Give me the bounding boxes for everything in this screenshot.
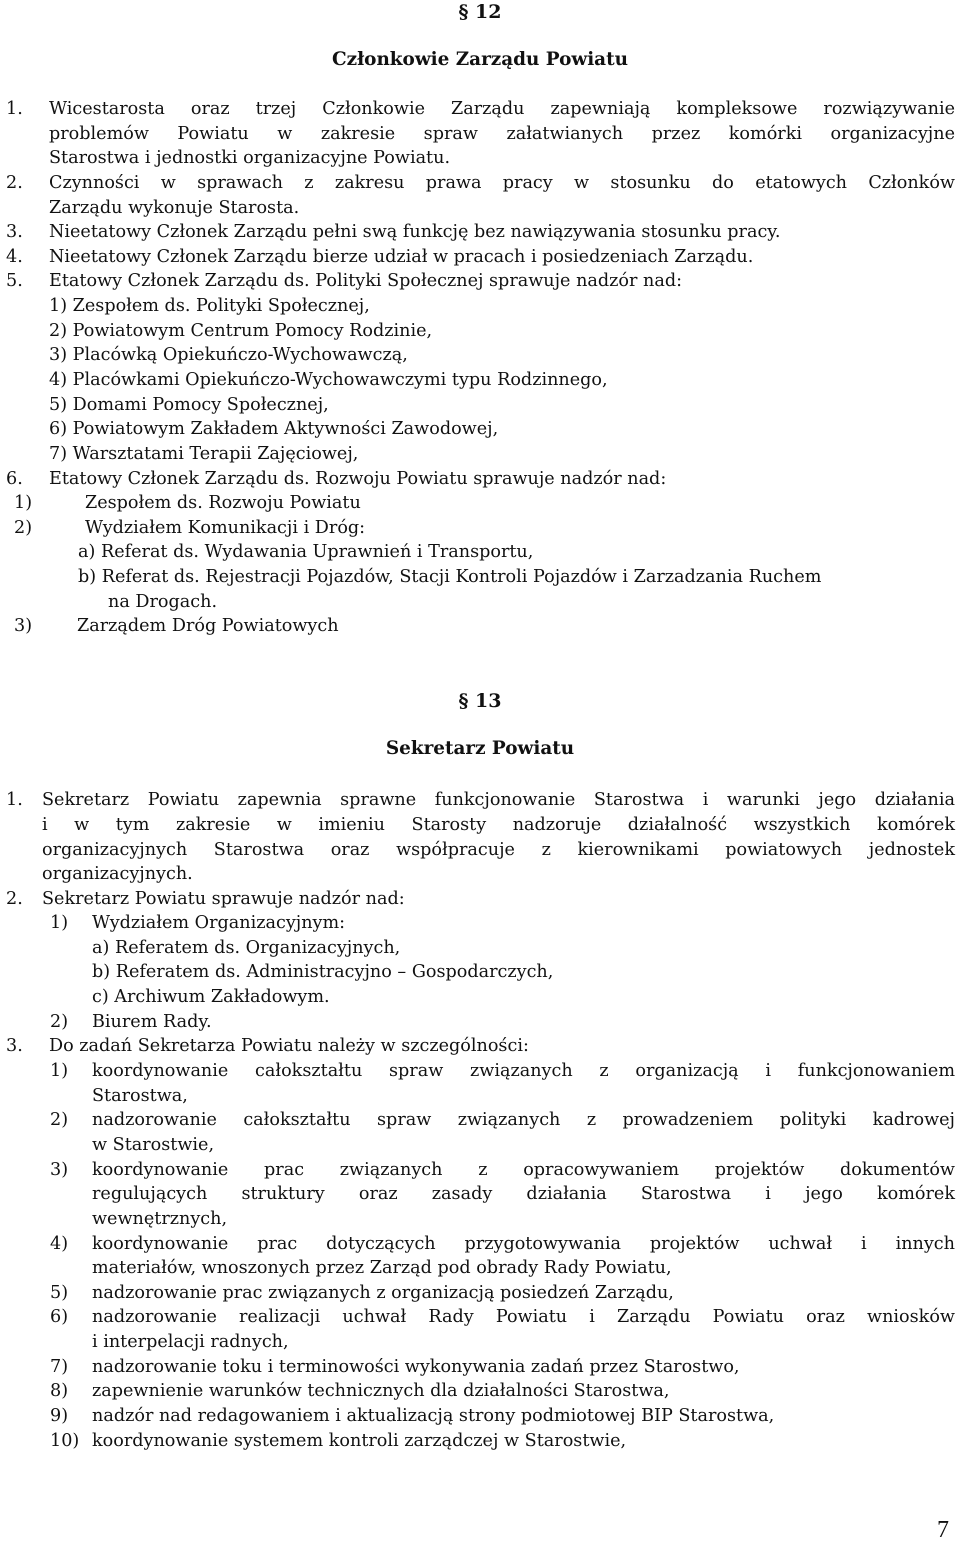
s12-item-5-sub-3: 3) Placówką Opiekuńczo-Wychowawczą, [49, 345, 408, 365]
s12-item-5-text: Etatowy Członek Zarządu ds. Polityki Społecznej sprawuje nadzór nad: [49, 271, 683, 291]
s13-item-1-line-3: organizacyjnych Starostwa oraz współpracuje z kierownikami powiatowych jednostek [42, 840, 955, 860]
s12-item-6-text: Etatowy Członek Zarządu ds. Rozwoju Powiatu sprawuje nadzór nad: [49, 469, 667, 489]
s12-item-1-line-1: Wicestarosta oraz trzej Członkowie Zarządu zapewniają kompleksowe rozwiązywanie [49, 99, 955, 119]
section-12-number: § 12 [458, 1, 502, 23]
s13-item-2-text: Sekretarz Powiatu sprawuje nadzór nad: [42, 889, 405, 909]
task-line: koordynowanie prac związanych z opracowywaniem projektów dokumentów [92, 1160, 955, 1180]
s12-item-6-sub-1-text: Zespołem ds. Rozwoju Powiatu [85, 493, 361, 513]
task-line: koordynowanie prac dotyczących przygotowywania projektów uchwał i innych [92, 1234, 955, 1254]
s12-item-6-number: 6. [6, 469, 23, 489]
task-number: 10) [50, 1431, 80, 1451]
s12-item-4-number: 4. [6, 247, 23, 267]
task-line: i interpelacji radnych, [92, 1332, 289, 1352]
s12-item-6-sub-2-number: 2) [14, 518, 33, 538]
task-number: 8) [50, 1381, 69, 1401]
task-number: 5) [50, 1283, 69, 1303]
s13-item-2-sub-1c: c) Archiwum Zakładowym. [92, 987, 330, 1007]
section-13-number: § 13 [458, 690, 502, 712]
s13-item-1-line-2: i w tym zakresie w imieniu Starosty nadzoruje działalność wszystkich komórek [42, 815, 955, 835]
s13-item-2-sub-1b: b) Referatem ds. Administracyjno – Gospodarczych, [92, 962, 554, 982]
task-number: 2) [50, 1110, 69, 1130]
s12-item-2-line-2: Zarządu wykonuje Starosta. [49, 198, 300, 218]
s13-item-1-line-4: organizacyjnych. [42, 864, 193, 884]
s12-item-6-sub-3-number: 3) [14, 616, 33, 636]
s12-item-2-line-1: Czynności w sprawach z zakresu prawa pracy w stosunku do etatowych Członków [49, 173, 955, 193]
s12-item-1-number: 1. [6, 99, 23, 119]
task-line: wewnętrznych, [92, 1209, 228, 1229]
task-line: nadzorowanie realizacji uchwał Rady Powiatu i Zarządu Powiatu oraz wniosków [92, 1307, 955, 1327]
s13-item-1-number: 1. [6, 790, 23, 810]
s12-item-6-sub-2-text: Wydziałem Komunikacji i Dróg: [85, 518, 366, 538]
task-line: nadzorowanie prac związanych z organizacją posiedzeń Zarządu, [92, 1283, 674, 1303]
s13-item-2-sub-1a: a) Referatem ds. Organizacyjnych, [92, 938, 401, 958]
s12-item-1-line-2: problemów Powiatu w zakresie spraw załatwianych przez komórki organizacyjne [49, 124, 955, 144]
s12-item-6-sub-3-text: Zarządem Dróg Powiatowych [77, 616, 339, 636]
s12-item-1-line-3: Starostwa i jednostki organizacyjne Powiatu. [49, 148, 451, 168]
task-line: zapewnienie warunków technicznych dla działalności Starostwa, [92, 1381, 670, 1401]
section-13-title: Sekretarz Powiatu [385, 738, 575, 759]
s13-item-2-sub-2-text: Biurem Rady. [92, 1012, 212, 1032]
s13-item-2-sub-1-number: 1) [50, 913, 69, 933]
s13-item-2-sub-2-number: 2) [50, 1012, 69, 1032]
s12-item-6-sub-2b-line-2: na Drogach. [108, 592, 218, 612]
s13-item-2-sub-1-text: Wydziałem Organizacyjnym: [92, 913, 346, 933]
task-number: 4) [50, 1234, 69, 1254]
page-number: 7 [937, 1517, 949, 1543]
s12-item-3-text: Nieetatowy Członek Zarządu pełni swą funkcję bez nawiązywania stosunku pracy. [49, 222, 781, 242]
task-line: koordynowanie systemem kontroli zarządczej w Starostwie, [92, 1431, 627, 1451]
s12-item-6-sub-2a: a) Referat ds. Wydawania Uprawnień i Transportu, [78, 542, 534, 562]
s13-item-1-line-1: Sekretarz Powiatu zapewnia sprawne funkcjonowanie Starostwa i warunki jego działania [42, 790, 955, 810]
task-number: 9) [50, 1406, 69, 1426]
task-number: 7) [50, 1357, 69, 1377]
s12-item-5-number: 5. [6, 271, 23, 291]
s12-item-6-sub-1-number: 1) [14, 493, 33, 513]
s12-item-5-sub-2: 2) Powiatowym Centrum Pomocy Rodzinie, [49, 321, 433, 341]
task-line: w Starostwie, [92, 1135, 215, 1155]
task-number: 3) [50, 1160, 69, 1180]
s12-item-2-number: 2. [6, 173, 23, 193]
task-line: nadzorowanie całokształtu spraw związanych z prowadzeniem polityki kadrowej [92, 1110, 955, 1130]
s13-item-2-number: 2. [6, 889, 23, 909]
task-number: 6) [50, 1307, 69, 1327]
s12-item-3-number: 3. [6, 222, 23, 242]
task-line: materiałów, wnoszonych przez Zarząd pod obrady Rady Powiatu, [92, 1258, 672, 1278]
s12-item-5-sub-6: 6) Powiatowym Zakładem Aktywności Zawodowej, [49, 419, 499, 439]
task-line: regulujących struktury oraz zasady działania Starostwa i jego komórek [92, 1184, 955, 1204]
s12-item-4-text: Nieetatowy Członek Zarządu bierze udział w pracach i posiedzeniach Zarządu. [49, 247, 754, 267]
s13-item-3-text: Do zadań Sekretarza Powiatu należy w szczególności: [49, 1036, 529, 1056]
task-number: 1) [50, 1061, 69, 1081]
task-line: nadzorowanie toku i terminowości wykonywania zadań przez Starostwo, [92, 1357, 740, 1377]
s12-item-5-sub-1: 1) Zespołem ds. Polityki Społecznej, [49, 296, 370, 316]
section-12-title: Członkowie Zarządu Powiatu [332, 49, 628, 70]
task-line: Starostwa, [92, 1086, 188, 1106]
s12-item-6-sub-2b-line-1: b) Referat ds. Rejestracji Pojazdów, Stacji Kontroli Pojazdów i Zarzadzania Ruchem [78, 567, 822, 587]
s12-item-5-sub-4: 4) Placówkami Opiekuńczo-Wychowawczymi typu Rodzinnego, [49, 370, 608, 390]
task-line: koordynowanie całokształtu spraw związanych z organizacją i funkcjonowaniem [92, 1061, 955, 1081]
s12-item-5-sub-5: 5) Domami Pomocy Społecznej, [49, 395, 329, 415]
s13-item-3-number: 3. [6, 1036, 23, 1056]
task-line: nadzór nad redagowaniem i aktualizacją strony podmiotowej BIP Starostwa, [92, 1406, 775, 1426]
s12-item-5-sub-7: 7) Warsztatami Terapii Zajęciowej, [49, 444, 359, 464]
